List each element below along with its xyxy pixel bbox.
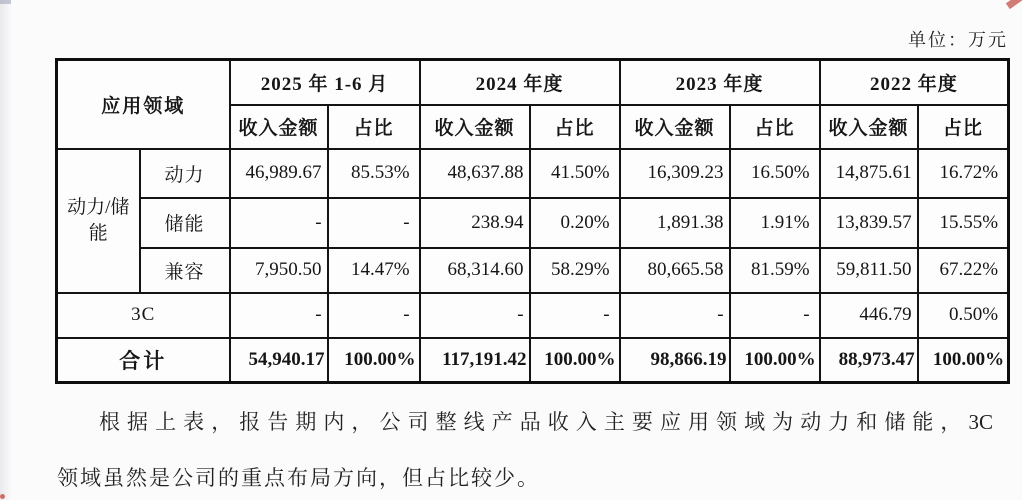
share-cell: 100.00%: [918, 338, 1009, 383]
table-row-storage: [57, 198, 1009, 248]
share-header: 占比: [530, 105, 620, 149]
revenue-by-application-table: [55, 58, 1010, 384]
revenue-cell: 59,811.50: [820, 248, 918, 293]
revenue-cell: 1,891.38: [620, 198, 730, 248]
revenue-cell: 48,637.88: [420, 149, 530, 198]
period-header-2024: 2024 年度: [420, 60, 620, 105]
share-header: 占比: [730, 105, 820, 149]
revenue-cell: -: [420, 293, 530, 338]
revenue-header: 收入金额: [820, 105, 918, 149]
revenue-cell: 238.94: [420, 198, 530, 248]
share-cell: 100.00%: [328, 338, 420, 383]
share-cell: 16.72%: [918, 149, 1009, 198]
share-cell: 81.59%: [730, 248, 820, 293]
table-row-3c: [57, 293, 1009, 338]
revenue-header: 收入金额: [620, 105, 730, 149]
row-label: 动力: [140, 149, 230, 198]
revenue-cell: -: [620, 293, 730, 338]
table-row-power: [57, 149, 1009, 198]
share-cell: 14.47%: [328, 248, 420, 293]
revenue-cell: 46,989.67: [230, 149, 328, 198]
table-row-compatible: [57, 248, 1009, 293]
revenue-cell: 88,973.47: [820, 338, 918, 383]
share-cell: -: [328, 293, 420, 338]
corner-header: 应用领域: [57, 60, 230, 149]
row-label: 储能: [140, 198, 230, 248]
share-cell: 0.50%: [918, 293, 1009, 338]
header-row-periods: [57, 60, 1009, 105]
period-header-2025h1: 2025 年 1-6 月: [230, 60, 420, 105]
share-cell: 41.50%: [530, 149, 620, 198]
share-cell: 16.50%: [730, 149, 820, 198]
commentary-paragraph: [57, 396, 993, 500]
share-cell: 15.55%: [918, 198, 1009, 248]
corner-artifact-top-right: [1006, 0, 1022, 9]
share-cell: -: [730, 293, 820, 338]
unit-label: 单位：万元: [908, 30, 1008, 50]
period-header-2022: 2022 年度: [820, 60, 1009, 105]
revenue-header: 收入金额: [420, 105, 530, 149]
row-label: 3C: [57, 293, 230, 338]
commentary-line-2: 领域虽然是公司的重点布局方向，但占比较少。: [57, 466, 540, 490]
share-cell: -: [328, 198, 420, 248]
revenue-cell: -: [230, 293, 328, 338]
revenue-cell: 98,866.19: [620, 338, 730, 383]
share-cell: -: [530, 293, 620, 338]
row-label: 兼容: [140, 248, 230, 293]
revenue-cell: 68,314.60: [420, 248, 530, 293]
share-header: 占比: [918, 105, 1009, 149]
share-cell: 85.53%: [328, 149, 420, 198]
period-header-2023: 2023 年度: [620, 60, 820, 105]
revenue-cell: 13,839.57: [820, 198, 918, 248]
page-edge-shade: [0, 0, 12, 500]
share-cell: 58.29%: [530, 248, 620, 293]
revenue-cell: -: [230, 198, 328, 248]
revenue-cell: 54,940.17: [230, 338, 328, 383]
revenue-cell: 80,665.58: [620, 248, 730, 293]
revenue-cell: 16,309.23: [620, 149, 730, 198]
revenue-cell: 446.79: [820, 293, 918, 338]
revenue-cell: 7,950.50: [230, 248, 328, 293]
revenue-cell: 117,191.42: [420, 338, 530, 383]
share-cell: 67.22%: [918, 248, 1009, 293]
row-group-label: 动力/储能: [57, 149, 140, 293]
share-cell: 0.20%: [530, 198, 620, 248]
corner-artifact-top-left: [0, 0, 11, 4]
corner-artifact-bottom-left: [0, 494, 5, 499]
commentary-line-1: 根据上表，报告期内，公司整线产品收入主要应用领域为动力和储能，3C: [99, 410, 993, 434]
share-cell: 1.91%: [730, 198, 820, 248]
table-row-total: [57, 338, 1009, 383]
share-cell: 100.00%: [530, 338, 620, 383]
revenue-header: 收入金额: [230, 105, 328, 149]
share-cell: 100.00%: [730, 338, 820, 383]
total-row-label: 合计: [57, 338, 230, 383]
revenue-cell: 14,875.61: [820, 149, 918, 198]
share-header: 占比: [328, 105, 420, 149]
